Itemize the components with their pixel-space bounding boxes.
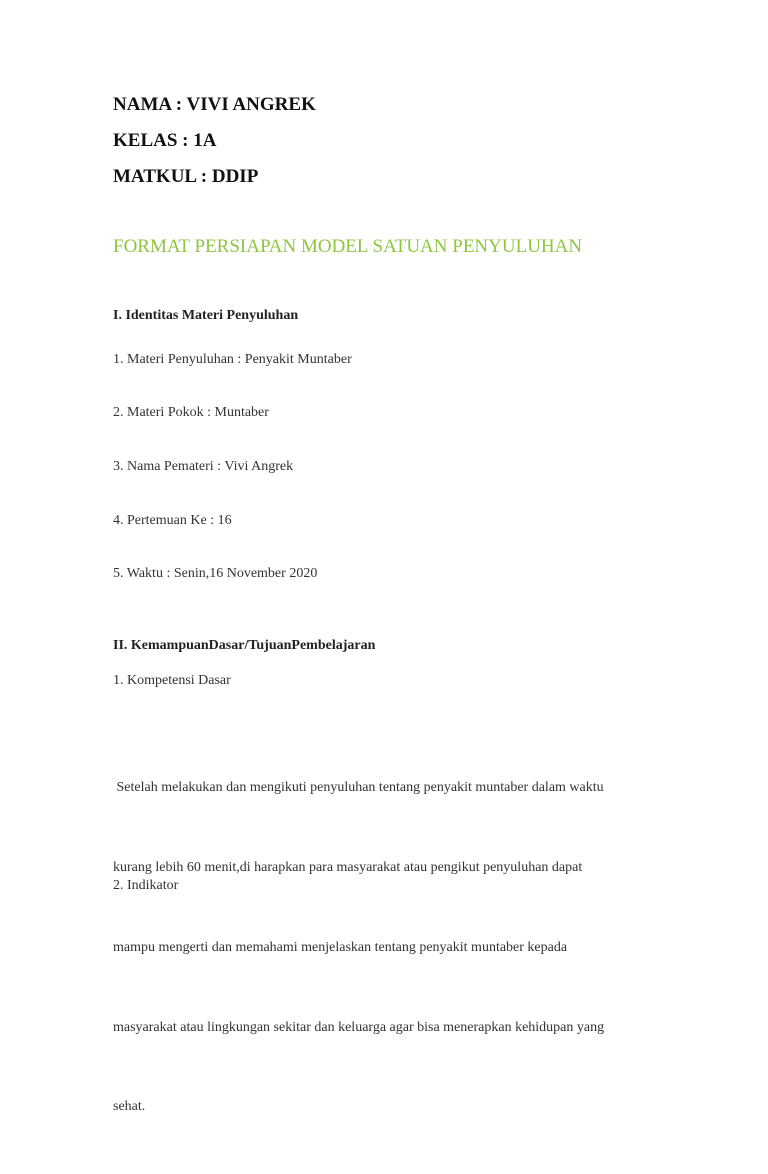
section-heading-identitas: I. Identitas Materi Penyuluhan: [113, 308, 299, 323]
list-item-nama-pemateri: 3. Nama Pemateri : Vivi Angrek: [113, 459, 294, 474]
course-name: MATKUL : DDIP: [113, 166, 259, 187]
paragraph-line: sehat.: [113, 1099, 146, 1115]
paragraph-line: kurang lebih 60 menit,di harapkan para masyarakat atau pengikut penyuluhan dapat: [113, 859, 583, 875]
document-page: [113, 0, 658, 1115]
document-title: FORMAT PERSIAPAN MODEL SATUAN PENYULUHAN: [113, 236, 583, 257]
paragraph-line: Setelah melakukan dan mengikuti penyuluhan tentang penyakit muntaber dalam waktu: [113, 780, 604, 796]
section-heading-kemampuan-dasar: II. KemampuanDasar/TujuanPembelajaran: [113, 638, 376, 653]
sub-heading-indikator: 2. Indikator: [113, 878, 179, 893]
student-class: KELAS : 1A: [113, 130, 217, 151]
list-item-materi-penyuluhan: 1. Materi Penyuluhan : Penyakit Muntaber: [113, 352, 352, 367]
student-name: NAMA : VIVI ANGREK: [113, 94, 316, 115]
list-item-waktu: 5. Waktu : Senin,16 November 2020: [113, 566, 318, 581]
competency-paragraph: [113, 722, 653, 1174]
paragraph-line: masyarakat atau lingkungan sekitar dan keluarga agar bisa menerapkan kehidupan yang: [113, 1019, 605, 1035]
list-item-pertemuan: 4. Pertemuan Ke : 16: [113, 513, 232, 528]
sub-heading-kompetensi-dasar: 1. Kompetensi Dasar: [113, 673, 231, 688]
list-item-materi-pokok: 2. Materi Pokok : Muntaber: [113, 405, 269, 420]
paragraph-line: mampu mengerti dan memahami menjelaskan tentang penyakit muntaber kepada: [113, 939, 568, 955]
